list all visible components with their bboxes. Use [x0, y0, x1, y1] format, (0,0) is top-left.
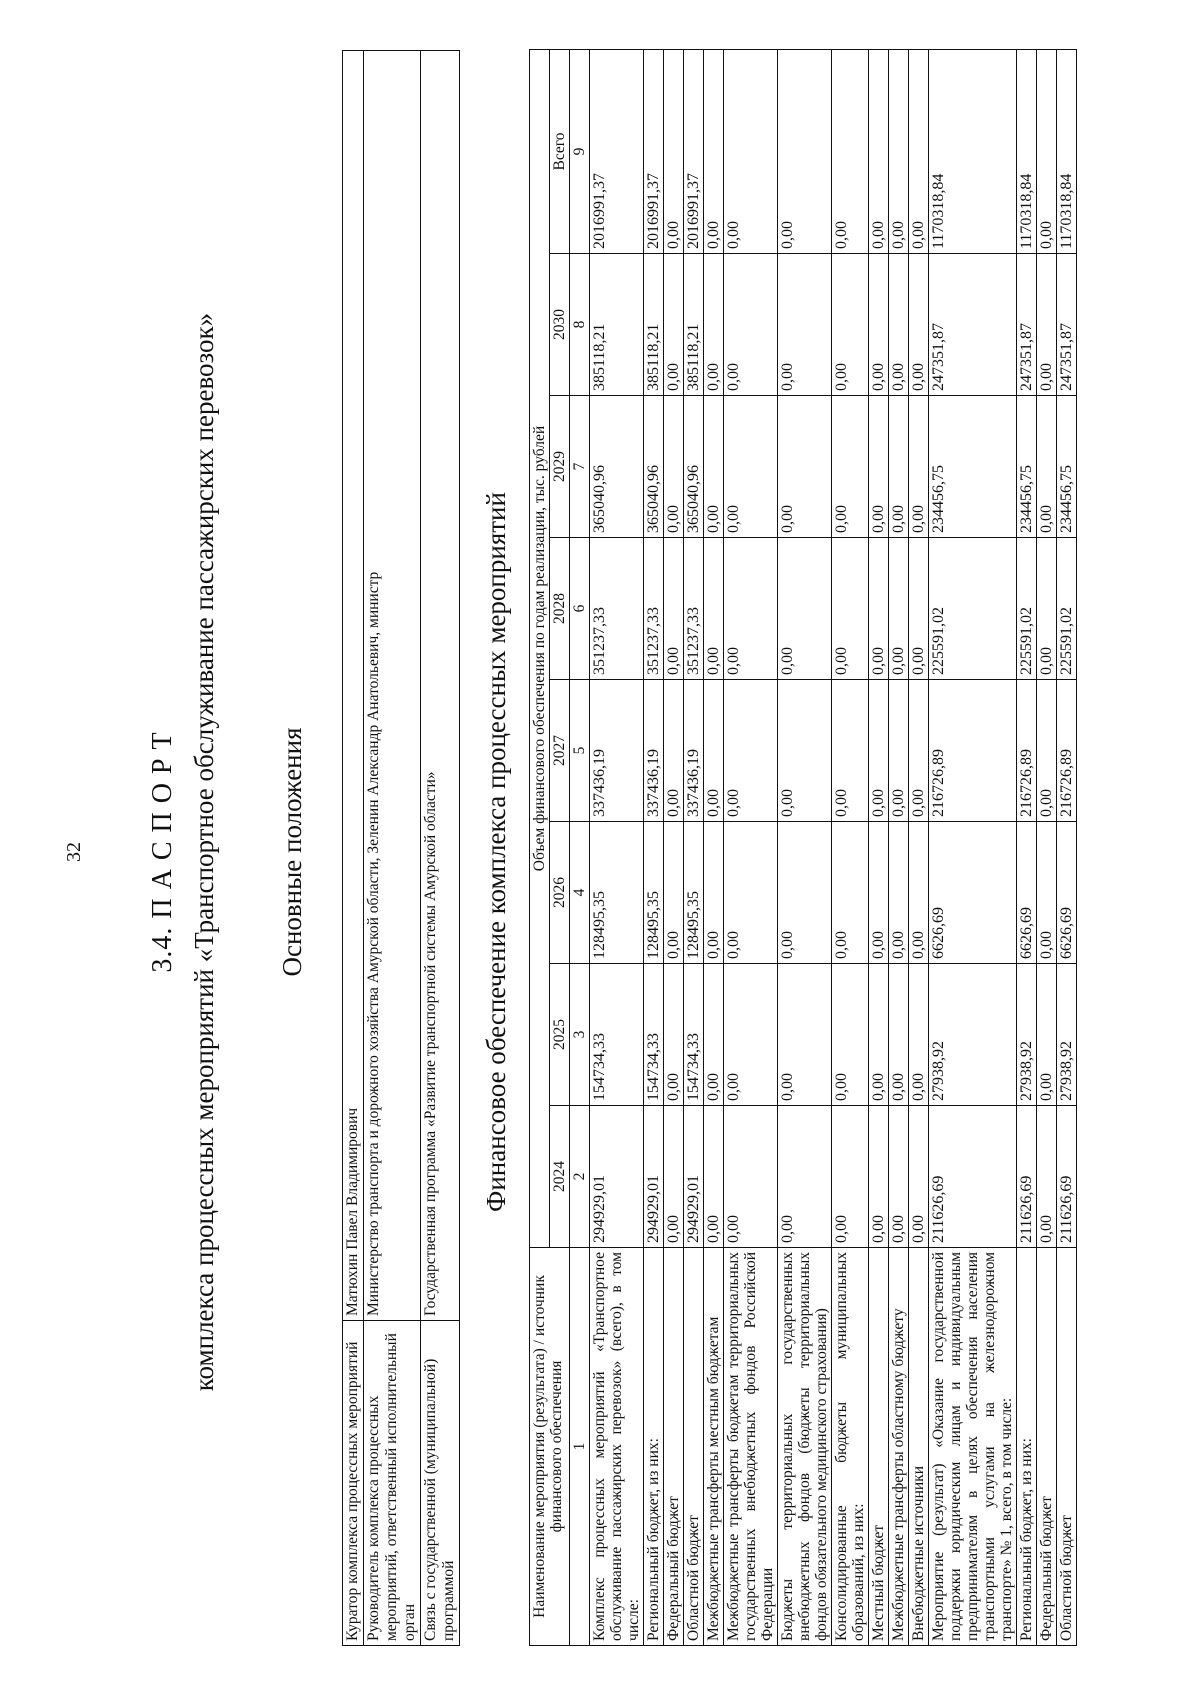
finance-cell: 0,00 — [724, 538, 778, 680]
finance-cell: 27938,92 — [1017, 964, 1037, 1106]
finance-cell: 154734,33 — [644, 964, 664, 1106]
info-label: Куратор комплекса процессных мероприятий — [343, 1321, 364, 1646]
finance-cell: 0,00 — [869, 50, 889, 254]
finance-cell: 1170318,84 — [929, 50, 1017, 254]
column-number: 4 — [570, 822, 590, 964]
finance-cell: 0,00 — [889, 538, 909, 680]
finance-table — [529, 49, 1077, 1646]
year-header: 2030 — [550, 254, 570, 396]
finance-cell: 0,00 — [832, 396, 869, 538]
year-header: 2028 — [550, 538, 570, 680]
finance-cell: 0,00 — [832, 1106, 869, 1248]
finance-cell: 0,00 — [1037, 680, 1057, 822]
finance-cell: 0,00 — [869, 822, 889, 964]
finance-cell: 154734,33 — [684, 964, 704, 1106]
finance-row — [1037, 50, 1057, 1646]
finance-row-name: Федеральный бюджет — [664, 1248, 684, 1646]
finance-cell: 0,00 — [778, 538, 832, 680]
finance-row — [684, 50, 704, 1646]
finance-cell: 211626,69 — [1017, 1106, 1037, 1248]
finance-cell: 0,00 — [909, 254, 929, 396]
finance-cell: 6626,69 — [1017, 822, 1037, 964]
finance-cell: 0,00 — [909, 680, 929, 822]
finance-cell: 0,00 — [704, 1106, 724, 1248]
finance-row — [889, 50, 909, 1646]
year-header: 2025 — [550, 964, 570, 1106]
finance-row — [778, 50, 832, 1646]
finance-cell: 234456,75 — [929, 396, 1017, 538]
finance-row-name: Бюджеты территориальных государственных внебюджетных фондов (бюджеты территориальных фондов обязательного медицинского страхования) — [778, 1248, 832, 1646]
info-value: Государственная программа «Развитие транспортной системы Амурской области» — [421, 51, 460, 1321]
info-row — [364, 51, 421, 1646]
year-header: 2029 — [550, 396, 570, 538]
finance-row — [909, 50, 929, 1646]
finance-cell: 337436,19 — [684, 680, 704, 822]
finance-cell: 6626,69 — [1057, 822, 1077, 964]
finance-cell: 0,00 — [724, 396, 778, 538]
year-header: 2027 — [550, 680, 570, 822]
year-header: 2026 — [550, 822, 570, 964]
finance-cell: 128495,35 — [590, 822, 644, 964]
finance-cell: 0,00 — [1037, 254, 1057, 396]
finance-cell: 225591,02 — [929, 538, 1017, 680]
finance-row-name: Областной бюджет — [1057, 1248, 1077, 1646]
document-page — [45, 42, 1155, 1662]
finance-cell: 234456,75 — [1017, 396, 1037, 538]
finance-cell: 337436,19 — [644, 680, 664, 822]
finance-cell: 234456,75 — [1057, 396, 1077, 538]
passport-subtitle: комплекса процессных мероприятий «Транспортное обслуживание пассажирских перевозок» — [189, 312, 219, 1392]
finance-cell: 0,00 — [704, 822, 724, 964]
finance-cell: 0,00 — [869, 254, 889, 396]
finance-cell: 2016991,37 — [684, 50, 704, 254]
finance-row-name: Межбюджетные трансферты областному бюджету — [889, 1248, 909, 1646]
finance-cell: 0,00 — [832, 822, 869, 964]
finance-cell: 0,00 — [1037, 396, 1057, 538]
finance-cell: 0,00 — [832, 680, 869, 822]
finance-row-name: Региональный бюджет, из них: — [1017, 1248, 1037, 1646]
finance-cell: 0,00 — [778, 254, 832, 396]
finance-cell: 294929,01 — [644, 1106, 664, 1248]
finance-cell: 0,00 — [889, 254, 909, 396]
finance-cell: 1170318,84 — [1057, 50, 1077, 254]
finance-cell: 0,00 — [724, 50, 778, 254]
finance-cell: 0,00 — [664, 964, 684, 1106]
finance-cell: 351237,33 — [684, 538, 704, 680]
info-value: Министерство транспорта и дорожного хозяйства Амурской области, Зеленин Александр Анатольевич, министр — [364, 51, 421, 1321]
finance-cell: 0,00 — [832, 964, 869, 1106]
finance-cell: 0,00 — [664, 822, 684, 964]
finance-row — [644, 50, 664, 1646]
finance-cell: 0,00 — [664, 1106, 684, 1248]
finance-cell: 1170318,84 — [1017, 50, 1037, 254]
column-number: 9 — [570, 50, 590, 254]
finance-cell: 0,00 — [889, 822, 909, 964]
finance-row-name: Мероприятие (результат) «Оказание государственной поддержки юридическим лицам и индивидуальным предпринимателям в целях обеспечения населения транспортными услугами на железнодорожном транспорте» № 1, всего, в том числе: — [929, 1248, 1017, 1646]
finance-cell: 0,00 — [778, 680, 832, 822]
finance-cell: 0,00 — [909, 822, 929, 964]
finance-cell: 365040,96 — [644, 396, 664, 538]
finance-cell: 247351,87 — [1017, 254, 1037, 396]
finance-row-name: Внебюджетные источники — [909, 1248, 929, 1646]
finance-cell: 294929,01 — [590, 1106, 644, 1248]
finance-cell: 0,00 — [869, 964, 889, 1106]
finance-cell: 0,00 — [869, 538, 889, 680]
finance-cell: 0,00 — [832, 254, 869, 396]
finance-cell: 0,00 — [704, 396, 724, 538]
finance-cell: 0,00 — [1037, 1106, 1057, 1248]
info-value: Матюхин Павел Владимирович — [343, 51, 364, 1321]
finance-row — [832, 50, 869, 1646]
finance-row-name: Комплекс процессных мероприятий «Транспортное обслуживание пассажирских перевозок» (всего), в том числе: — [590, 1248, 644, 1646]
finance-cell: 216726,89 — [1017, 680, 1037, 822]
finance-cell: 0,00 — [1037, 538, 1057, 680]
finance-cell: 351237,33 — [590, 538, 644, 680]
finance-cell: 0,00 — [909, 396, 929, 538]
finance-cell: 225591,02 — [1057, 538, 1077, 680]
finance-cell: 216726,89 — [1057, 680, 1077, 822]
finance-cell: 0,00 — [724, 1106, 778, 1248]
finance-cell: 0,00 — [664, 680, 684, 822]
finance-cell: 27938,92 — [1057, 964, 1077, 1106]
finance-cell: 0,00 — [778, 50, 832, 254]
finance-cell: 2016991,37 — [644, 50, 664, 254]
finance-row-name: Межбюджетные трансферты местным бюджетам — [704, 1248, 724, 1646]
finance-cell: 0,00 — [704, 254, 724, 396]
finance-cell: 0,00 — [704, 50, 724, 254]
finance-cell: 0,00 — [664, 254, 684, 396]
finance-row-name: Областной бюджет — [684, 1248, 704, 1646]
finance-cell: 0,00 — [889, 50, 909, 254]
basic-section-title: Основные положения — [277, 727, 307, 977]
finance-row — [724, 50, 778, 1646]
finance-cell: 0,00 — [664, 396, 684, 538]
column-number: 2 — [570, 1106, 590, 1248]
finance-cell: 0,00 — [832, 50, 869, 254]
finance-cell: 0,00 — [909, 538, 929, 680]
finance-cell: 0,00 — [889, 1106, 909, 1248]
column-number: 8 — [570, 254, 590, 396]
passport-title: 3.4. П А С П О Р Т — [147, 731, 178, 973]
finance-cell: 0,00 — [704, 964, 724, 1106]
column-number: 3 — [570, 964, 590, 1106]
info-row — [343, 51, 364, 1646]
finance-cell: 128495,35 — [684, 822, 704, 964]
finance-row — [1057, 50, 1077, 1646]
basic-info-table — [342, 50, 460, 1646]
finance-cell: 211626,69 — [929, 1106, 1017, 1248]
finance-cell: 0,00 — [1037, 50, 1057, 254]
finance-row — [869, 50, 889, 1646]
finance-cell: 27938,92 — [929, 964, 1017, 1106]
finance-cell: 0,00 — [1037, 964, 1057, 1106]
finance-cell: 0,00 — [832, 538, 869, 680]
info-label: Руководитель комплекса процессных мероприятий, ответственный исполнительный орган — [364, 1321, 421, 1646]
finance-cell: 128495,35 — [644, 822, 664, 964]
info-row — [421, 51, 460, 1646]
finance-cell: 0,00 — [778, 822, 832, 964]
finance-cell: 0,00 — [909, 1106, 929, 1248]
finance-section-title: Финансовое обеспечение комплекса процессных мероприятий — [481, 492, 511, 1212]
finance-cell: 0,00 — [664, 538, 684, 680]
col-header-group: Объем финансового обеспечения по годам реализации, тыс. рублей — [530, 50, 550, 1248]
finance-row — [704, 50, 724, 1646]
col-header-name: Наименование мероприятия (результата) / источник финансового обеспечения — [530, 1248, 570, 1646]
finance-cell: 6626,69 — [929, 822, 1017, 964]
finance-row — [929, 50, 1017, 1646]
info-label: Связь с государственной (муниципальной) программой — [421, 1321, 460, 1646]
finance-row-name: Местный бюджет — [869, 1248, 889, 1646]
column-number: 5 — [570, 680, 590, 822]
finance-cell: 0,00 — [889, 396, 909, 538]
year-header: 2024 — [550, 1106, 570, 1248]
finance-cell: 216726,89 — [929, 680, 1017, 822]
finance-row-name: Межбюджетные трансферты бюджетам территориальных государственных внебюджетных фондов Российской Федерации — [724, 1248, 778, 1646]
finance-row — [590, 50, 644, 1646]
finance-cell: 385118,21 — [590, 254, 644, 396]
finance-row-name: Федеральный бюджет — [1037, 1248, 1057, 1646]
finance-cell: 0,00 — [664, 50, 684, 254]
column-number: 7 — [570, 396, 590, 538]
finance-cell: 0,00 — [724, 964, 778, 1106]
finance-cell: 365040,96 — [684, 396, 704, 538]
finance-cell: 0,00 — [869, 396, 889, 538]
column-number: 6 — [570, 538, 590, 680]
finance-cell: 0,00 — [724, 254, 778, 396]
finance-row — [1017, 50, 1037, 1646]
finance-cell: 0,00 — [869, 680, 889, 822]
finance-cell: 0,00 — [704, 680, 724, 822]
finance-cell: 0,00 — [1037, 822, 1057, 964]
finance-cell: 225591,02 — [1017, 538, 1037, 680]
finance-cell: 0,00 — [889, 964, 909, 1106]
year-header: Всего — [550, 50, 570, 254]
finance-cell: 0,00 — [704, 538, 724, 680]
finance-cell: 154734,33 — [590, 964, 644, 1106]
finance-cell: 0,00 — [778, 1106, 832, 1248]
finance-cell: 385118,21 — [644, 254, 664, 396]
finance-cell: 247351,87 — [929, 254, 1017, 396]
finance-cell: 337436,19 — [590, 680, 644, 822]
finance-cell: 0,00 — [889, 680, 909, 822]
finance-cell: 211626,69 — [1057, 1106, 1077, 1248]
finance-row-name: Региональный бюджет, из них: — [644, 1248, 664, 1646]
finance-cell: 0,00 — [909, 50, 929, 254]
finance-cell: 385118,21 — [684, 254, 704, 396]
page-number: 32 — [63, 842, 85, 862]
finance-row — [664, 50, 684, 1646]
finance-cell: 294929,01 — [684, 1106, 704, 1248]
finance-cell: 2016991,37 — [590, 50, 644, 254]
finance-cell: 0,00 — [909, 964, 929, 1106]
finance-row-name: Консолидированные бюджеты муниципальных образований, из них: — [832, 1248, 869, 1646]
finance-cell: 247351,87 — [1057, 254, 1077, 396]
finance-cell: 0,00 — [724, 680, 778, 822]
finance-cell: 351237,33 — [644, 538, 664, 680]
finance-cell: 365040,96 — [590, 396, 644, 538]
finance-cell: 0,00 — [778, 964, 832, 1106]
finance-cell: 0,00 — [778, 396, 832, 538]
column-number: 1 — [570, 1248, 590, 1646]
finance-cell: 0,00 — [724, 822, 778, 964]
finance-cell: 0,00 — [869, 1106, 889, 1248]
